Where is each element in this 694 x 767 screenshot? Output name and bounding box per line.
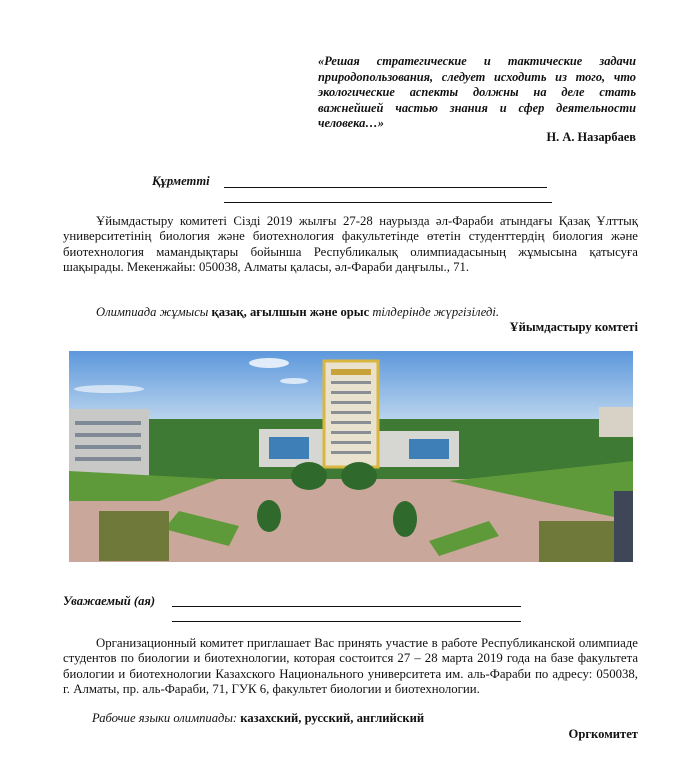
cloud <box>249 358 289 368</box>
building-edge <box>614 491 633 562</box>
campus-panorama-image <box>69 351 633 562</box>
russian-invitation-paragraph <box>63 636 638 697</box>
fountain-pool-left <box>99 511 169 561</box>
lang-prefix: Олимпиада жұмысы <box>96 305 209 319</box>
kazakh-invitation-text: Ұйымдастыру комитеті Сізді 2019 жылғы 27-28 наурызда әл-Фараби атындағы Қазақ Ұлттық университетінің биология және биотехнология факультетінде өтетін студенттердің биология және биотехнология мамандықтары бойынша Республикалық олимпиадасының жұмысына қатысуға шақырады. Мекенжайы: 050038, Алматы қаласы, әл-Фараби даңғылы., 71. <box>63 214 638 274</box>
lang-suffix: тілдерінде жүргізіледі. <box>372 305 500 319</box>
kazakh-language-note <box>96 305 499 320</box>
russian-language-note <box>92 711 424 726</box>
russian-invitation-text: Организационный комитет приглашает Вас принять участие в работе Республиканской олимпиаде студентов по биологии и биотехнологии, которая состоится 27 – 28 марта 2019 года на базе факультета биологии и биотехнологии Казахского Национального университета им. аль-Фараби по адресу: 050038, г. Алматы, пр. аль-Фараби, 71, ГУК 6, факультет биологии и биотехнологии. <box>63 636 638 696</box>
name-blank-line-2 <box>224 202 552 203</box>
cloud <box>74 385 144 393</box>
kazakh-signature: Ұйымдастыру комтеті <box>509 320 638 334</box>
name-blank-line-1 <box>224 187 547 188</box>
campus-photo <box>69 351 633 562</box>
greeting-kazakh: Құрметті <box>152 174 210 188</box>
tower-sign <box>331 369 371 375</box>
epigraph-quote: «Решая стратегические и тактические задачи природопользования, следует исходить из того, что экологические аспекты должны на деле стать важнейшей частью знания и сфер деятельности человека…» <box>318 54 636 131</box>
greeting-russian: Уважаемый (ая) <box>63 594 156 608</box>
name-blank-line-4 <box>172 621 521 622</box>
cloud <box>280 378 308 384</box>
fountain-pool-right <box>539 521 614 562</box>
banner <box>409 439 449 459</box>
lang-values: қазақ, ағылшын және орыс <box>211 305 370 319</box>
epigraph-author: Н. А. Назарбаев <box>546 130 636 144</box>
lang-values-ru: казахский, русский, английский <box>240 711 425 725</box>
name-blank-line-3 <box>172 606 521 607</box>
kazakh-invitation-paragraph <box>63 214 638 275</box>
russian-signature: Оргкомитет <box>568 727 638 741</box>
banner <box>269 437 309 459</box>
left-building <box>69 409 149 479</box>
lang-prefix-ru: Рабочие языки олимпиады: <box>92 711 238 725</box>
right-building <box>599 407 633 437</box>
